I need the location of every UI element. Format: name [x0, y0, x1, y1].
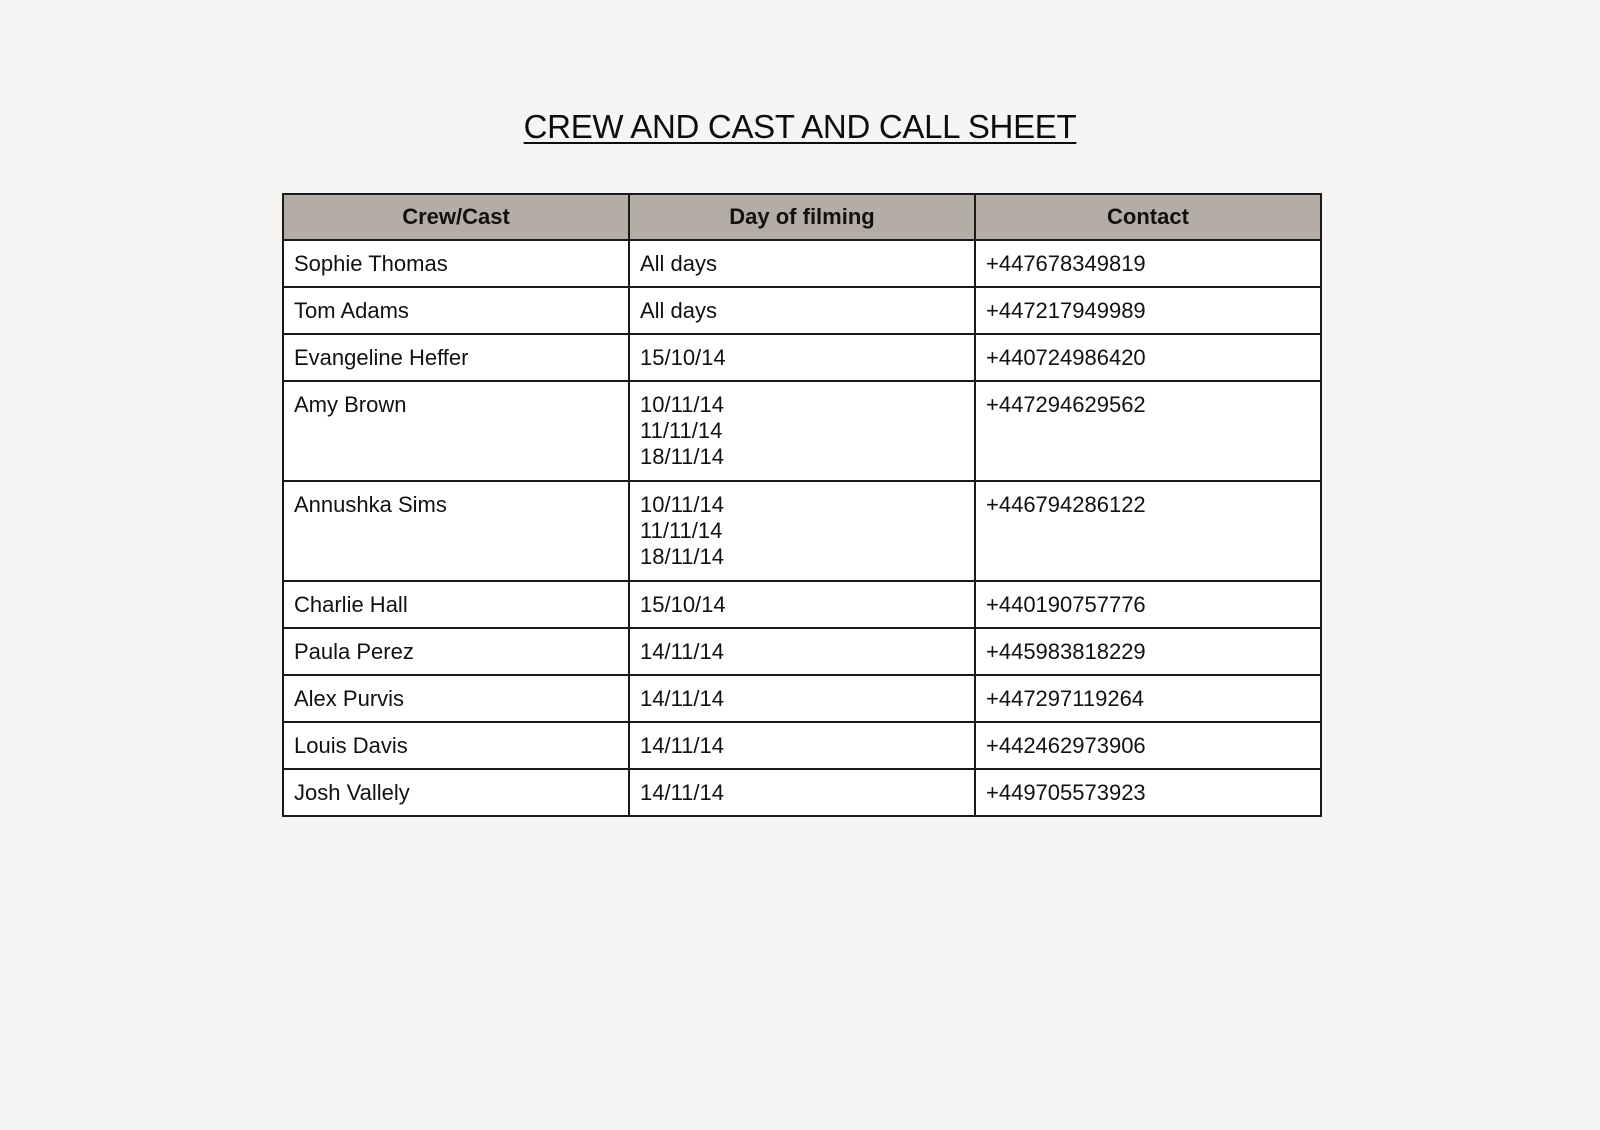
contact-cell: +442462973906 — [975, 722, 1321, 769]
table-row — [283, 769, 1321, 816]
table-row — [283, 722, 1321, 769]
column-header-day-of-filming: Day of filming — [629, 194, 975, 240]
contact-cell: +447297119264 — [975, 675, 1321, 722]
crew-cast-cell: Josh Vallely — [283, 769, 629, 816]
crew-cast-cell: Tom Adams — [283, 287, 629, 334]
table-body — [283, 240, 1321, 816]
table-row — [283, 287, 1321, 334]
contact-cell: +440190757776 — [975, 581, 1321, 628]
day-of-filming-cell — [629, 769, 975, 816]
crew-cast-cell: Charlie Hall — [283, 581, 629, 628]
crew-cast-cell: Alex Purvis — [283, 675, 629, 722]
filming-date: 15/10/14 — [640, 592, 726, 617]
filming-date: 11/11/14 — [640, 418, 723, 443]
crew-cast-cell: Louis Davis — [283, 722, 629, 769]
table-row — [283, 628, 1321, 675]
filming-date: All days — [640, 298, 718, 323]
table-row — [283, 381, 1321, 481]
crew-cast-cell: Amy Brown — [283, 381, 629, 481]
filming-date: 10/11/14 — [640, 392, 725, 417]
header-row — [283, 194, 1321, 240]
day-of-filming-cell — [629, 628, 975, 675]
contact-cell: +446794286122 — [975, 481, 1321, 581]
table-row — [283, 581, 1321, 628]
table-row — [283, 481, 1321, 581]
table-header — [283, 194, 1321, 240]
table-row — [283, 334, 1321, 381]
crew-cast-cell: Sophie Thomas — [283, 240, 629, 287]
contact-cell: +449705573923 — [975, 769, 1321, 816]
contact-cell: +445983818229 — [975, 628, 1321, 675]
day-of-filming-cell — [629, 722, 975, 769]
filming-date: 15/10/14 — [640, 345, 726, 370]
filming-date: 10/11/14 — [640, 492, 725, 517]
filming-date: 14/11/14 — [640, 686, 725, 711]
contact-cell: +447217949989 — [975, 287, 1321, 334]
filming-date: 14/11/14 — [640, 733, 725, 758]
crew-cast-cell: Annushka Sims — [283, 481, 629, 581]
day-of-filming-cell — [629, 334, 975, 381]
table-row — [283, 675, 1321, 722]
column-header-crew-cast: Crew/Cast — [283, 194, 629, 240]
filming-date: 18/11/14 — [640, 544, 725, 569]
filming-date: 14/11/14 — [640, 780, 725, 805]
day-of-filming-cell — [629, 675, 975, 722]
filming-date: All days — [640, 251, 718, 276]
contact-cell: +440724986420 — [975, 334, 1321, 381]
column-header-contact: Contact — [975, 194, 1321, 240]
crew-cast-cell: Evangeline Heffer — [283, 334, 629, 381]
filming-date: 11/11/14 — [640, 518, 723, 543]
day-of-filming-cell — [629, 581, 975, 628]
page-title: CREW AND CAST AND CALL SHEET — [523, 108, 1077, 145]
filming-date: 14/11/14 — [640, 639, 725, 664]
crew-cast-cell: Paula Perez — [283, 628, 629, 675]
table-row — [283, 240, 1321, 287]
contact-cell: +447294629562 — [975, 381, 1321, 481]
day-of-filming-cell — [629, 287, 975, 334]
call-sheet-table — [282, 193, 1322, 817]
day-of-filming-cell — [629, 381, 975, 481]
day-of-filming-cell — [629, 240, 975, 287]
filming-date: 18/11/14 — [640, 444, 725, 469]
day-of-filming-cell — [629, 481, 975, 581]
contact-cell: +447678349819 — [975, 240, 1321, 287]
